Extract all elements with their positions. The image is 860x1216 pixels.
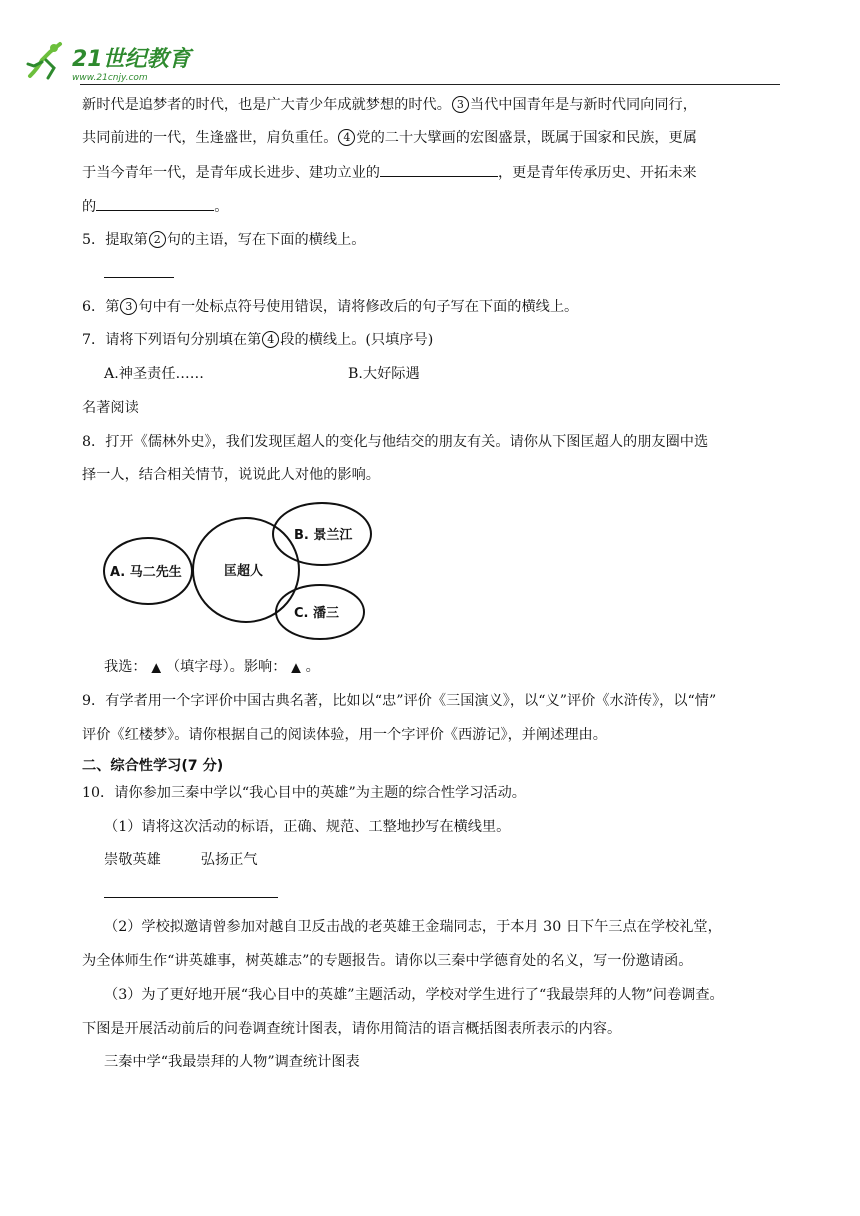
passage-line-1: 新时代是追梦者的时代，也是广大青少年成就梦想的时代。 3 当代中国青年是与新时代同向同行， [82, 97, 697, 113]
question-9-line-1: 9．有学者用一个字评价中国古典名著，比如以“忠”评价《三国演义》，以“义”评价《水浒传》，以“情” [82, 693, 717, 709]
question-10-part-2-line-2: 为全体师生作“讲英雄事，树英雄志”的专题报告。请你以三秦中学德育处的名义，写一份邀请函。 [82, 953, 693, 969]
label-a: A. 马二先生 [110, 565, 182, 580]
question-10-part-3-line-2: 下图是开展活动前后的问卷调查统计图表，请你用简洁的语言概括图表所表示的内容。 [82, 1021, 622, 1037]
question-10-intro: 10．请你参加三秦中学以“我心目中的英雄”为主题的综合性学习活动。 [82, 785, 526, 801]
q8-answer-row: 我选： ▲ （填字母）。影响： ▲ 。 [104, 659, 320, 675]
question-9-line-2: 评价《红楼梦》。请你根据自己的阅读体验，用一个字评价《西游记》，并阐述理由。 [82, 727, 607, 743]
slogan-row: 崇敬英雄 弘扬正气 [104, 852, 258, 868]
passage-line-2: 共同前进的一代，生逢盛世，肩负重任。 4 党的二十大擘画的宏图盛景，既属于国家和民族，更属 [82, 130, 697, 146]
chart-caption: 三秦中学“我最崇拜的人物”调查统计图表 [104, 1054, 360, 1070]
question-10-part-1: （1）请将这次活动的标语，正确、规范、工整地抄写在横线里。 [104, 819, 511, 835]
question-5: 5．提取第 2 句的主语，写在下面的横线上。 [82, 232, 366, 248]
label-c: C. 潘三 [294, 606, 340, 621]
answer-line-slogan[interactable] [104, 897, 278, 898]
label-b: B. 景兰江 [294, 528, 353, 543]
site-logo [20, 38, 200, 86]
option-a: A.神圣责任…… [104, 366, 204, 382]
option-b: B.大好际遇 [348, 366, 420, 382]
fill-blank[interactable] [380, 162, 498, 177]
reading-section-title: 名著阅读 [82, 400, 139, 416]
question-8-line-1: 8．打开《儒林外史》，我们发现匡超人的变化与他结交的朋友有关。请你从下图匡超人的朋友圈中选 [82, 434, 709, 450]
header-rule [80, 84, 780, 85]
circled-number: 3 [452, 96, 469, 113]
passage-line-3: 于当今青年一代，是青年成长进步、建功立业的 ，更是青年传承历史、开拓未来 [82, 162, 697, 183]
answer-line-q5[interactable] [104, 277, 174, 278]
question-8-line-2: 择一人，结合相关情节，说说此人对他的影响。 [82, 467, 380, 483]
question-6: 6．第 3 句中有一处标点符号使用错误，请将修改后的句子写在下面的横线上。 [82, 299, 579, 315]
fill-blank[interactable] [96, 196, 214, 211]
label-center: 匡超人 [224, 564, 264, 579]
section-2-heading: 二、综合性学习(7 分) [82, 758, 224, 774]
answer-blank[interactable]: ▲ [291, 660, 301, 674]
runner-logo-icon [20, 38, 200, 86]
question-7: 7．请将下列语句分别填在第 4 段的横线上。(只填序号) [82, 332, 434, 348]
friend-circle-diagram [100, 500, 380, 640]
answer-blank[interactable]: ▲ [151, 660, 161, 674]
question-10-part-2-line-1: （2）学校拟邀请曾参加对越自卫反击战的老英雄王金瑞同志，于本月 30 日下午三点在学校礼堂， [104, 919, 722, 935]
logo-url: www.21cnjy.com [72, 73, 148, 83]
logo-text: 21世纪教育 [72, 47, 191, 72]
question-10-part-3-line-1: （3）为了更好地开展“我心目中的英雄”主题活动，学校对学生进行了“我最崇拜的人物”问卷调查。 [104, 987, 724, 1003]
passage-line-4: 的 。 [82, 196, 228, 217]
circled-number: 4 [338, 129, 355, 146]
